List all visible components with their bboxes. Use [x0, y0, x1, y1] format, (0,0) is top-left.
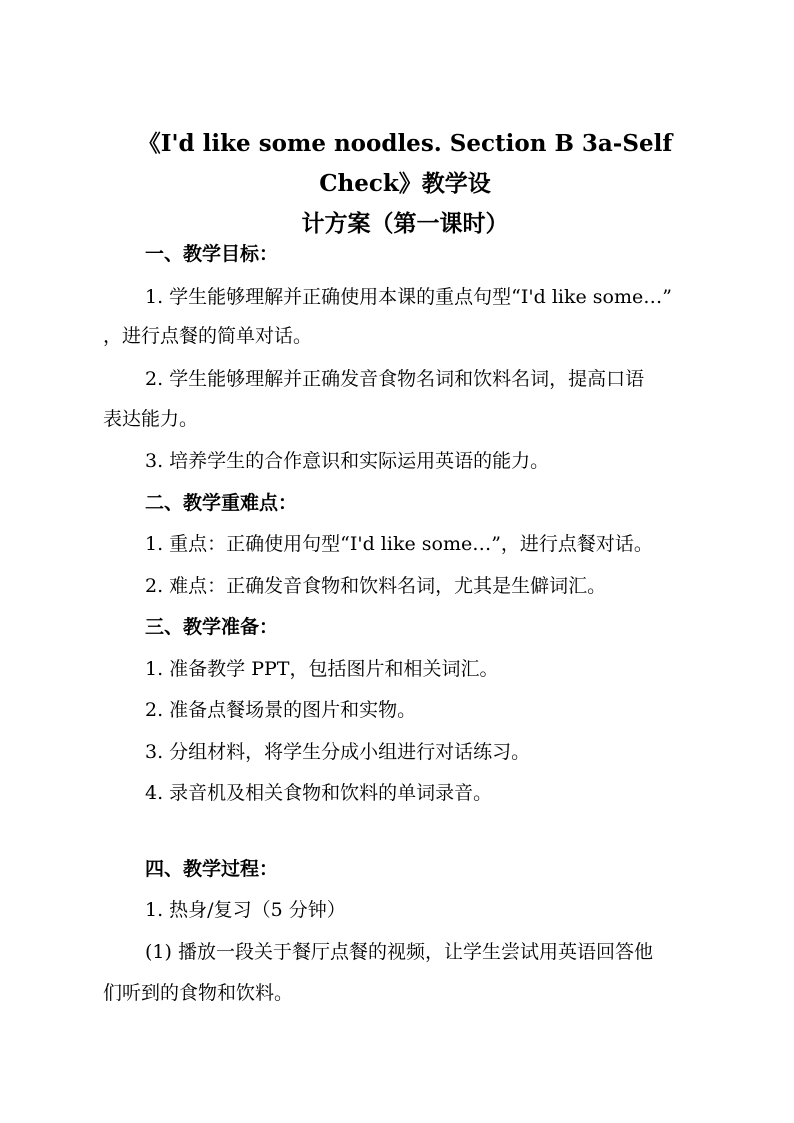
- preparation-1: 1. 准备教学 PPT，包括图片和相关词汇。: [145, 658, 499, 680]
- section-heading-process: 四、教学过程：: [145, 858, 279, 880]
- preparation-4: 4. 录音机及相关食物和饮料的单词录音。: [145, 782, 493, 804]
- title-line-2: 计方案（第一课时）: [301, 210, 509, 237]
- process-step-1-sub-1-line-1: (1) 播放一段关于餐厅点餐的视频，让学生尝试用英语回答他: [145, 941, 653, 963]
- section-heading-key-points: 二、教学重难点：: [145, 492, 298, 514]
- title-line-1: 《I'd like some noodles. Section B 3a-Self Check》教学设: [137, 130, 673, 197]
- section-heading-preparation: 三、教学准备：: [145, 616, 279, 638]
- objective-1-line-1: 1. 学生能够理解并正确使用本课的重点句型“I'd like some…”: [145, 286, 672, 308]
- objective-2-line-2: 表达能力。: [103, 408, 199, 430]
- process-step-1: 1. 热身/复习（5 分钟）: [145, 899, 346, 921]
- preparation-3: 3. 分组材料，将学生分成小组进行对话练习。: [145, 741, 531, 763]
- section-heading-objectives: 一、教学目标：: [145, 243, 279, 265]
- objective-2-line-1: 2. 学生能够理解并正确发音食物名词和饮料名词，提高口语: [145, 368, 645, 390]
- process-step-1-sub-1-line-2: 们听到的食物和饮料。: [103, 982, 294, 1004]
- preparation-2: 2. 准备点餐场景的图片和实物。: [145, 699, 417, 721]
- key-point-2: 2. 难点：正确发音食物和饮料名词，尤其是生僻词汇。: [145, 575, 607, 597]
- objective-1-line-2: ，进行点餐的简单对话。: [103, 325, 313, 347]
- objective-3: 3. 培养学生的合作意识和实际运用英语的能力。: [145, 450, 550, 472]
- document-title: [100, 124, 710, 244]
- key-point-1: 1. 重点：正确使用句型“I'd like some…”，进行点餐对话。: [145, 533, 653, 555]
